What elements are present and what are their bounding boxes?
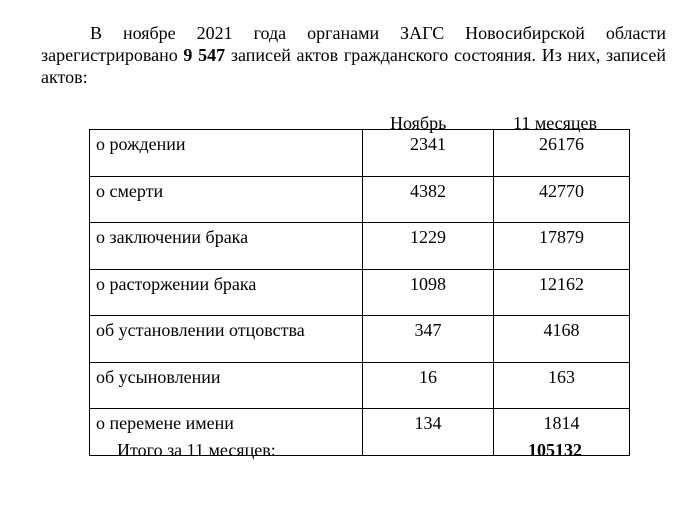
table-row	[90, 316, 630, 363]
row-label: о смерти	[90, 176, 363, 223]
table-row	[90, 176, 630, 223]
row-label: о расторжении брака	[90, 269, 363, 316]
intro-bold-total: 9 547	[183, 45, 226, 65]
eleven-months-value: 42770	[494, 176, 630, 223]
intro-paragraph	[41, 22, 666, 88]
eleven-months-value: 17879	[494, 223, 630, 270]
november-value: 4382	[363, 176, 494, 223]
eleven-months-value: 26176	[494, 130, 630, 177]
table-row	[90, 362, 630, 409]
row-label: об установлении отцовства	[90, 316, 363, 363]
acts-table	[89, 129, 630, 456]
intro-text-part2: записей актов гражданского состояния. Из них, записей актов:	[41, 45, 666, 87]
total-label: Итого за 11 месяцев:	[117, 440, 276, 460]
table-row	[90, 130, 630, 177]
row-label: о заключении брака	[90, 223, 363, 270]
row-label: о рождении	[90, 130, 363, 177]
november-value: 347	[363, 316, 494, 363]
november-value: 16	[363, 362, 494, 409]
row-label: об усыновлении	[90, 362, 363, 409]
total-value: 105132	[528, 440, 582, 460]
november-value: 1098	[363, 269, 494, 316]
november-value: 134	[363, 409, 494, 456]
eleven-months-value: 1814	[494, 409, 630, 456]
intro-text-part1: В ноябре 2021 года органами ЗАГС Новосибирской области зарегистрировано	[41, 23, 666, 65]
eleven-months-value: 12162	[494, 269, 630, 316]
table-row	[90, 269, 630, 316]
november-value: 2341	[363, 130, 494, 177]
november-value: 1229	[363, 223, 494, 270]
eleven-months-value: 163	[494, 362, 630, 409]
column-header-eleven-months: 11 месяцев	[513, 113, 598, 133]
column-header-november: Ноябрь	[390, 113, 447, 133]
table-row	[90, 223, 630, 270]
eleven-months-value: 4168	[494, 316, 630, 363]
row-label: о перемене имени	[90, 409, 363, 456]
